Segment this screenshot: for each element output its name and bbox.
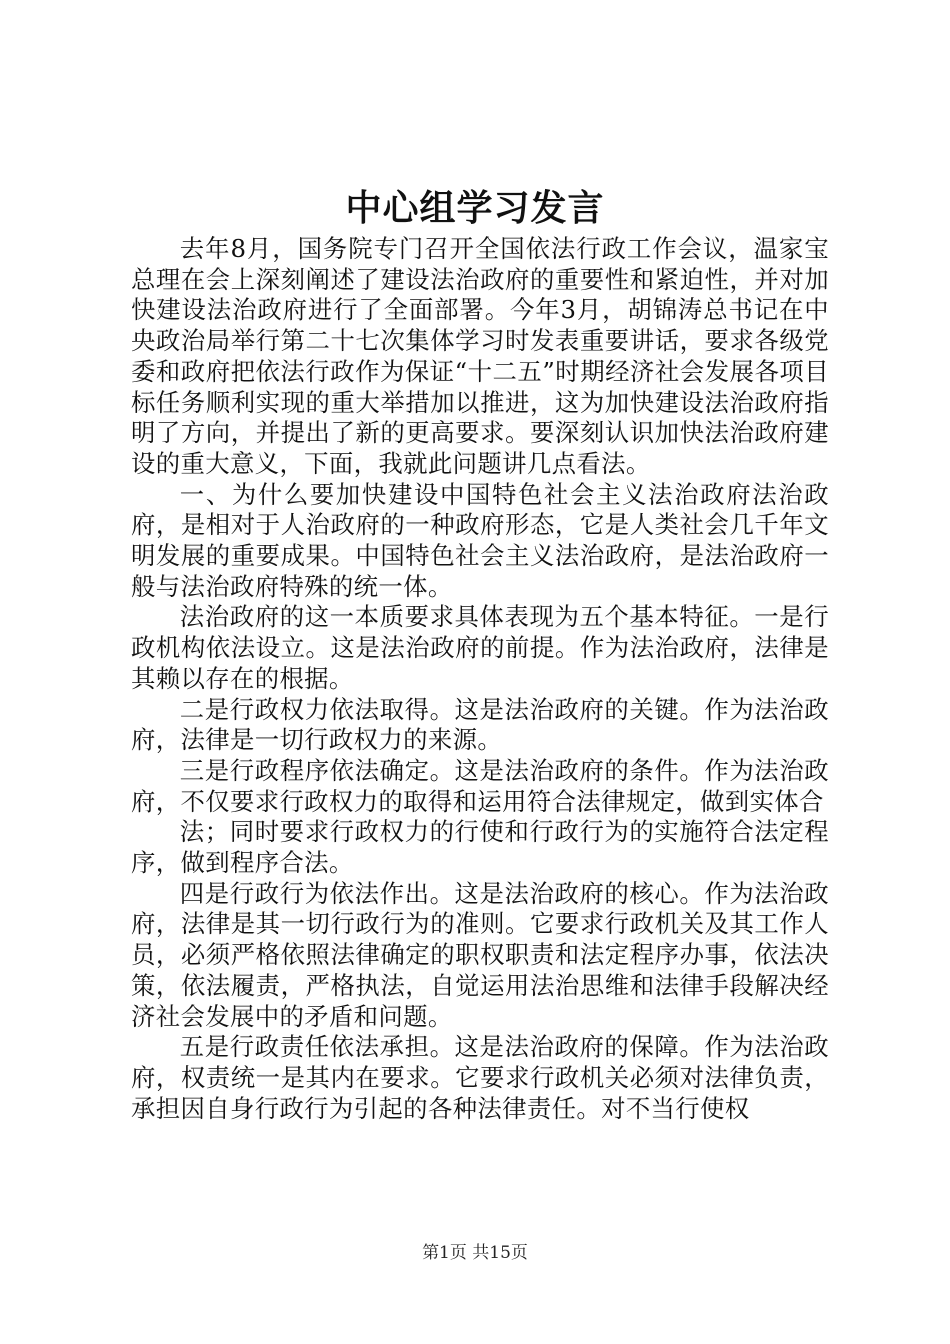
paragraph-feature-five: 五是行政责任依法承担。这是法治政府的保障。作为法治政府，权责统一是其内在要求。它要求行政机关必须对法律负责，承担因自身行政行为引起的各种法律责任。对不当行使权 [131,1032,829,1123]
paragraph-feature-one: 法治政府的这一本质要求具体表现为五个基本特征。一是行政机构依法设立。这是法治政府的前提。作为法治政府，法律是其赖以存在的根据。 [131,602,829,693]
paragraph-feature-three-cont: 法；同时要求行政权力的行使和行政行为的实施符合法定程序，做到程序合法。 [131,817,829,878]
paragraph-feature-four: 四是行政行为依法作出。这是法治政府的核心。作为法治政府，法律是其一切行政行为的准则。它要求行政机关及其工作人员，必须严格依照法律确定的职权职责和法定程序办事，依法决策，依法履责，严格执法，自觉运用法治思维和法律手段解决经济社会发展中的矛盾和问题。 [131,878,829,1031]
paragraph-section-one: 一、为什么要加快建设中国特色社会主义法治政府法治政府，是相对于人治政府的一种政府形态，它是人类社会几千年文明发展的重要成果。中国特色社会主义法治政府，是法治政府一般与法治政府特殊的统一体。 [131,479,829,601]
document-title: 中心组学习发言 [345,187,605,229]
page-number-footer: 第1页 共15页 [422,1243,528,1263]
paragraph-feature-three: 三是行政程序依法确定。这是法治政府的条件。作为法治政府，不仅要求行政权力的取得和运用符合法律规定，做到实体合 [131,755,829,816]
paragraph-intro: 去年8月，国务院专门召开全国依法行政工作会议，温家宝总理在会上深刻阐述了建设法治政府的重要性和紧迫性，并对加快建设法治政府进行了全面部署。今年3月，胡锦涛总书记在中央政治局举行第二十七次集体学习时发表重要讲话，要求各级党委和政府把依法行政作为保证“十二五”时期经济社会发展各项目标任务顺利实现的重大举措加以推进，这为加快建设法治政府指明了方向，并提出了新的更高要求。要深刻认识加快法治政府建设的重大意义，下面，我就此问题讲几点看法。 [131,234,829,478]
document-body [131,234,829,1124]
paragraph-feature-two: 二是行政权力依法取得。这是法治政府的关键。作为法治政府，法律是一切行政权力的来源。 [131,694,829,755]
